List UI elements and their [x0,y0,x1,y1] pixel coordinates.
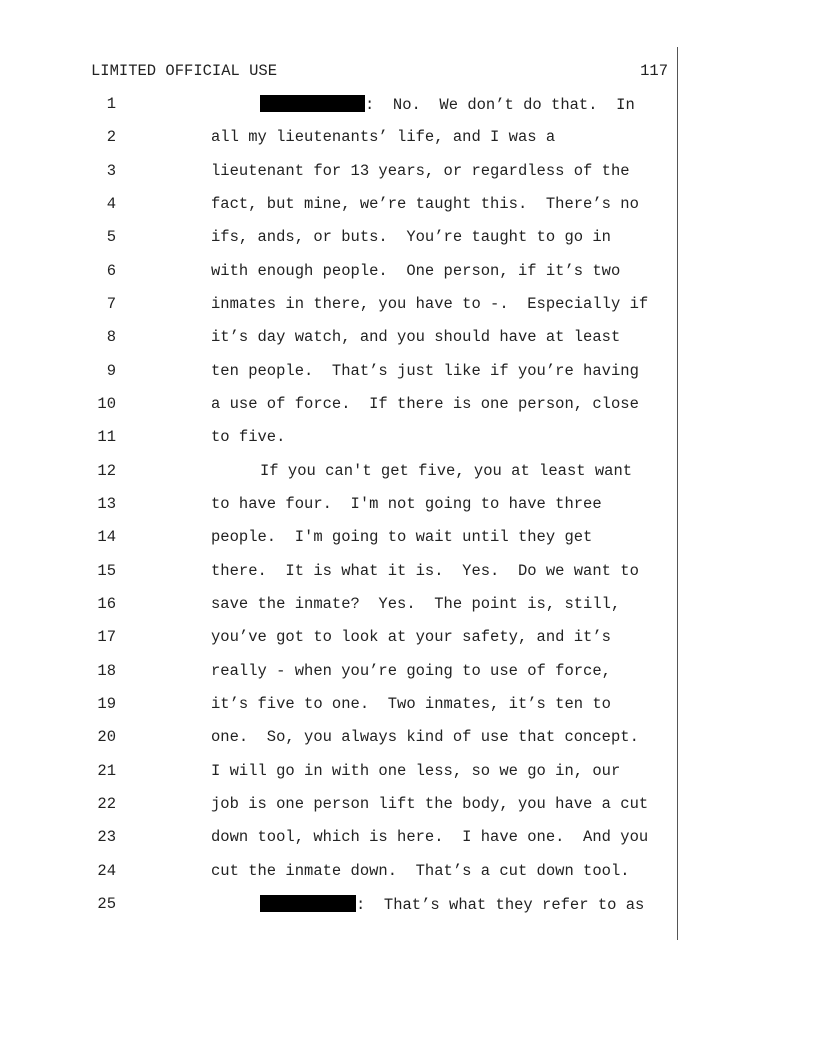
transcript-line [0,795,680,815]
line-number: 6 [106,262,116,280]
line-number: 12 [97,462,116,480]
line-content: : That’s what they refer to as [356,896,645,914]
line-text: fact, but mine, we’re taught this. There’s no [211,195,639,213]
line-text: to five. [211,428,286,446]
line-number: 23 [97,828,116,846]
line-text: save the inmate? Yes. The point is, still, [211,595,621,613]
line-text: it’s day watch, and you should have at least [211,328,621,346]
line-number: 7 [106,295,116,313]
transcript-line [0,728,680,748]
line-number: 11 [97,428,116,446]
transcript-line [0,862,680,882]
line-content: : No. We don’t do that. In [365,96,635,114]
line-text [260,95,635,114]
line-number: 2 [106,128,116,146]
line-number: 19 [97,695,116,713]
line-number: 8 [106,328,116,346]
transcript-line [0,228,680,248]
transcript-line [0,328,680,348]
transcript-line [0,762,680,782]
line-number: 18 [97,662,116,680]
transcript-line [0,395,680,415]
transcript-line [0,128,680,148]
line-number: 13 [97,495,116,513]
line-text: people. I'm going to wait until they get [211,528,593,546]
line-text: down tool, which is here. I have one. And you [211,828,649,846]
line-number: 22 [97,795,116,813]
line-text: there. It is what it is. Yes. Do we want to [211,562,639,580]
line-text: really - when you’re going to use of force, [211,662,611,680]
line-number: 24 [97,862,116,880]
line-text: one. So, you always kind of use that concept. [211,728,639,746]
line-text: you’ve got to look at your safety, and it’s [211,628,611,646]
line-number: 15 [97,562,116,580]
line-text: lieutenant for 13 years, or regardless of the [211,162,630,180]
line-text: job is one person lift the body, you have a cut [211,795,649,813]
line-number: 4 [106,195,116,213]
transcript-line [0,562,680,582]
line-text: ten people. That’s just like if you’re having [211,362,639,380]
line-number: 16 [97,595,116,613]
line-text: cut the inmate down. That’s a cut down tool. [211,862,630,880]
line-text: a use of force. If there is one person, close [211,395,639,413]
line-text: with enough people. One person, if it’s two [211,262,621,280]
transcript-line [0,162,680,182]
line-text: to have four. I'm not going to have three [211,495,602,513]
transcript-line [0,195,680,215]
line-number: 5 [106,228,116,246]
line-number: 3 [106,162,116,180]
line-text [260,895,644,914]
line-text: If you can't get five, you at least want [260,462,633,480]
speaker-redaction [260,895,356,912]
line-text: inmates in there, you have to -. Especially if [211,295,649,313]
line-number: 9 [106,362,116,380]
transcript-line [0,362,680,382]
line-number: 20 [97,728,116,746]
line-number: 14 [97,528,116,546]
line-text: ifs, ands, or buts. You’re taught to go in [211,228,611,246]
page-number: 117 [640,62,668,80]
line-number: 1 [106,95,116,113]
line-text: all my lieutenants’ life, and I was a [211,128,556,146]
speaker-redaction [260,95,365,112]
transcript-line [0,662,680,682]
transcript-line [0,828,680,848]
transcript-line [0,628,680,648]
line-text: it’s five to one. Two inmates, it’s ten to [211,695,611,713]
transcript-line [0,495,680,515]
transcript-line [0,428,680,448]
line-number: 25 [97,895,116,913]
transcript-line [0,462,680,482]
transcript-line [0,595,680,615]
transcript-line [0,895,680,915]
line-number: 21 [97,762,116,780]
line-number: 10 [97,395,116,413]
transcript-line [0,295,680,315]
transcript-line [0,262,680,282]
transcript-line [0,695,680,715]
line-text: I will go in with one less, so we go in, our [211,762,621,780]
transcript-line [0,95,680,115]
transcript-line [0,528,680,548]
classification-header: LIMITED OFFICIAL USE [91,62,278,80]
line-number: 17 [97,628,116,646]
